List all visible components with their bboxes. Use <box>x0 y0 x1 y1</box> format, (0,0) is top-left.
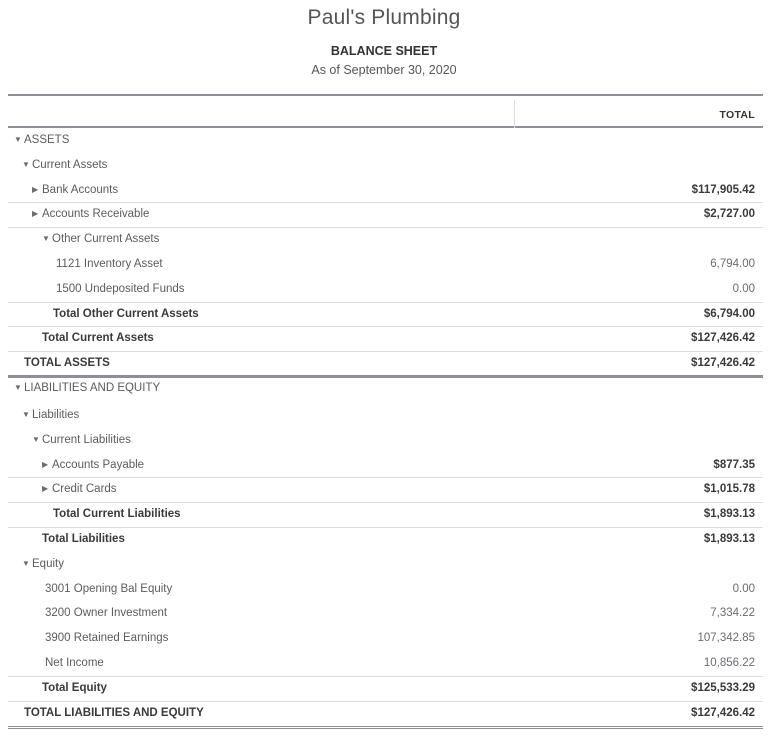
total-row-other-current-assets <box>8 302 763 327</box>
row-label: 1500 Undeposited Funds <box>56 282 185 295</box>
total-row-current-assets <box>8 326 763 351</box>
section-row-liabilities-equity[interactable] <box>8 378 763 403</box>
caret-down-icon[interactable]: ▼ <box>22 409 30 419</box>
caret-down-icon[interactable]: ▼ <box>42 234 50 244</box>
row-label: Accounts Payable <box>52 458 145 471</box>
row-label: 3001 Opening Bal Equity <box>45 582 173 595</box>
row-label: 1121 Inventory Asset <box>56 257 163 270</box>
row-amount[interactable]: $1,893.13 <box>703 508 755 521</box>
account-row-owner-investment[interactable] <box>8 601 763 626</box>
caret-right-icon[interactable]: ▶ <box>32 209 39 219</box>
row-amount[interactable]: $1,893.13 <box>703 532 755 545</box>
row-amount[interactable]: $127,426.42 <box>691 357 755 370</box>
account-row-net-income[interactable] <box>8 651 763 676</box>
row-amount[interactable]: $127,426.42 <box>691 706 755 719</box>
account-row-retained-earnings[interactable] <box>8 626 763 651</box>
row-label: Net Income <box>45 656 104 669</box>
row-label: Total Other Current Assets <box>53 307 199 320</box>
row-label: Liabilities <box>32 408 80 421</box>
account-row-credit-cards[interactable] <box>8 477 763 502</box>
row-label: Equity <box>32 557 64 570</box>
account-row-undeposited-funds[interactable] <box>8 277 763 302</box>
row-label: Total Equity <box>42 681 107 694</box>
caret-down-icon[interactable]: ▼ <box>32 434 40 444</box>
row-label: 3900 Retained Earnings <box>45 632 169 645</box>
row-amount[interactable]: $117,905.42 <box>691 183 755 196</box>
row-label: Bank Accounts <box>42 183 119 196</box>
total-row-liabilities-equity <box>8 701 763 729</box>
row-amount[interactable]: 107,342.85 <box>697 632 755 645</box>
row-amount[interactable]: 7,334.22 <box>710 607 755 620</box>
company-name: Paul's Plumbing <box>307 6 461 29</box>
row-amount[interactable]: $127,426.42 <box>691 332 755 345</box>
caret-right-icon[interactable]: ▶ <box>42 484 49 494</box>
group-row-liabilities[interactable] <box>8 403 763 428</box>
group-row-equity[interactable] <box>8 552 763 577</box>
row-label: ASSETS <box>24 134 70 146</box>
total-row-assets <box>8 351 763 378</box>
row-label: TOTAL LIABILITIES AND EQUITY <box>24 706 204 719</box>
column-divider <box>514 100 515 128</box>
balance-sheet-table <box>8 94 763 729</box>
row-label: Total Current Liabilities <box>53 508 181 521</box>
row-amount[interactable]: 0.00 <box>732 282 755 295</box>
caret-down-icon[interactable]: ▼ <box>14 135 22 144</box>
caret-right-icon[interactable]: ▶ <box>42 459 49 469</box>
row-label: Current Assets <box>32 158 108 171</box>
total-row-equity <box>8 676 763 701</box>
row-amount[interactable]: $125,533.29 <box>691 681 755 694</box>
row-amount[interactable]: 6,794.00 <box>710 257 755 270</box>
account-row-opening-bal-equity[interactable] <box>8 577 763 602</box>
caret-down-icon[interactable]: ▼ <box>14 383 22 393</box>
account-row-bank-accounts[interactable] <box>8 178 763 203</box>
caret-down-icon[interactable]: ▼ <box>22 159 30 169</box>
row-label: Current Liabilities <box>42 433 131 446</box>
row-label: Accounts Receivable <box>42 208 150 221</box>
group-row-current-assets[interactable] <box>8 153 763 178</box>
row-amount[interactable]: $1,015.78 <box>703 483 755 496</box>
row-label: TOTAL ASSETS <box>24 357 110 370</box>
row-amount[interactable]: 0.00 <box>732 582 755 595</box>
report-title: BALANCE SHEET <box>330 44 438 58</box>
row-label: 3200 Owner Investment <box>45 607 168 620</box>
row-label: Total Liabilities <box>42 532 125 545</box>
caret-right-icon[interactable]: ▶ <box>32 184 39 194</box>
group-row-current-liabilities[interactable] <box>8 428 763 453</box>
caret-down-icon[interactable]: ▼ <box>22 558 30 568</box>
column-header-total[interactable]: TOTAL <box>719 109 755 121</box>
row-amount[interactable]: $6,794.00 <box>703 307 755 320</box>
row-amount[interactable]: $2,727.00 <box>703 208 755 221</box>
report-date: As of September 30, 2020 <box>311 63 457 77</box>
total-row-current-liabilities <box>8 502 763 527</box>
row-amount[interactable]: $877.35 <box>713 458 755 471</box>
account-row-accounts-payable[interactable] <box>8 453 763 478</box>
section-row-assets[interactable] <box>8 128 763 153</box>
total-row-liabilities <box>8 527 763 552</box>
row-label: LIABILITIES AND EQUITY <box>24 382 161 395</box>
table-header <box>8 94 763 128</box>
row-label: Total Current Assets <box>42 332 154 345</box>
row-amount[interactable]: 10,856.22 <box>703 656 755 669</box>
account-row-inventory-asset[interactable] <box>8 252 763 277</box>
row-label: Other Current Assets <box>52 233 160 246</box>
row-label: Credit Cards <box>52 483 117 496</box>
group-row-other-current-assets[interactable] <box>8 227 763 252</box>
account-row-accounts-receivable[interactable] <box>8 202 763 227</box>
